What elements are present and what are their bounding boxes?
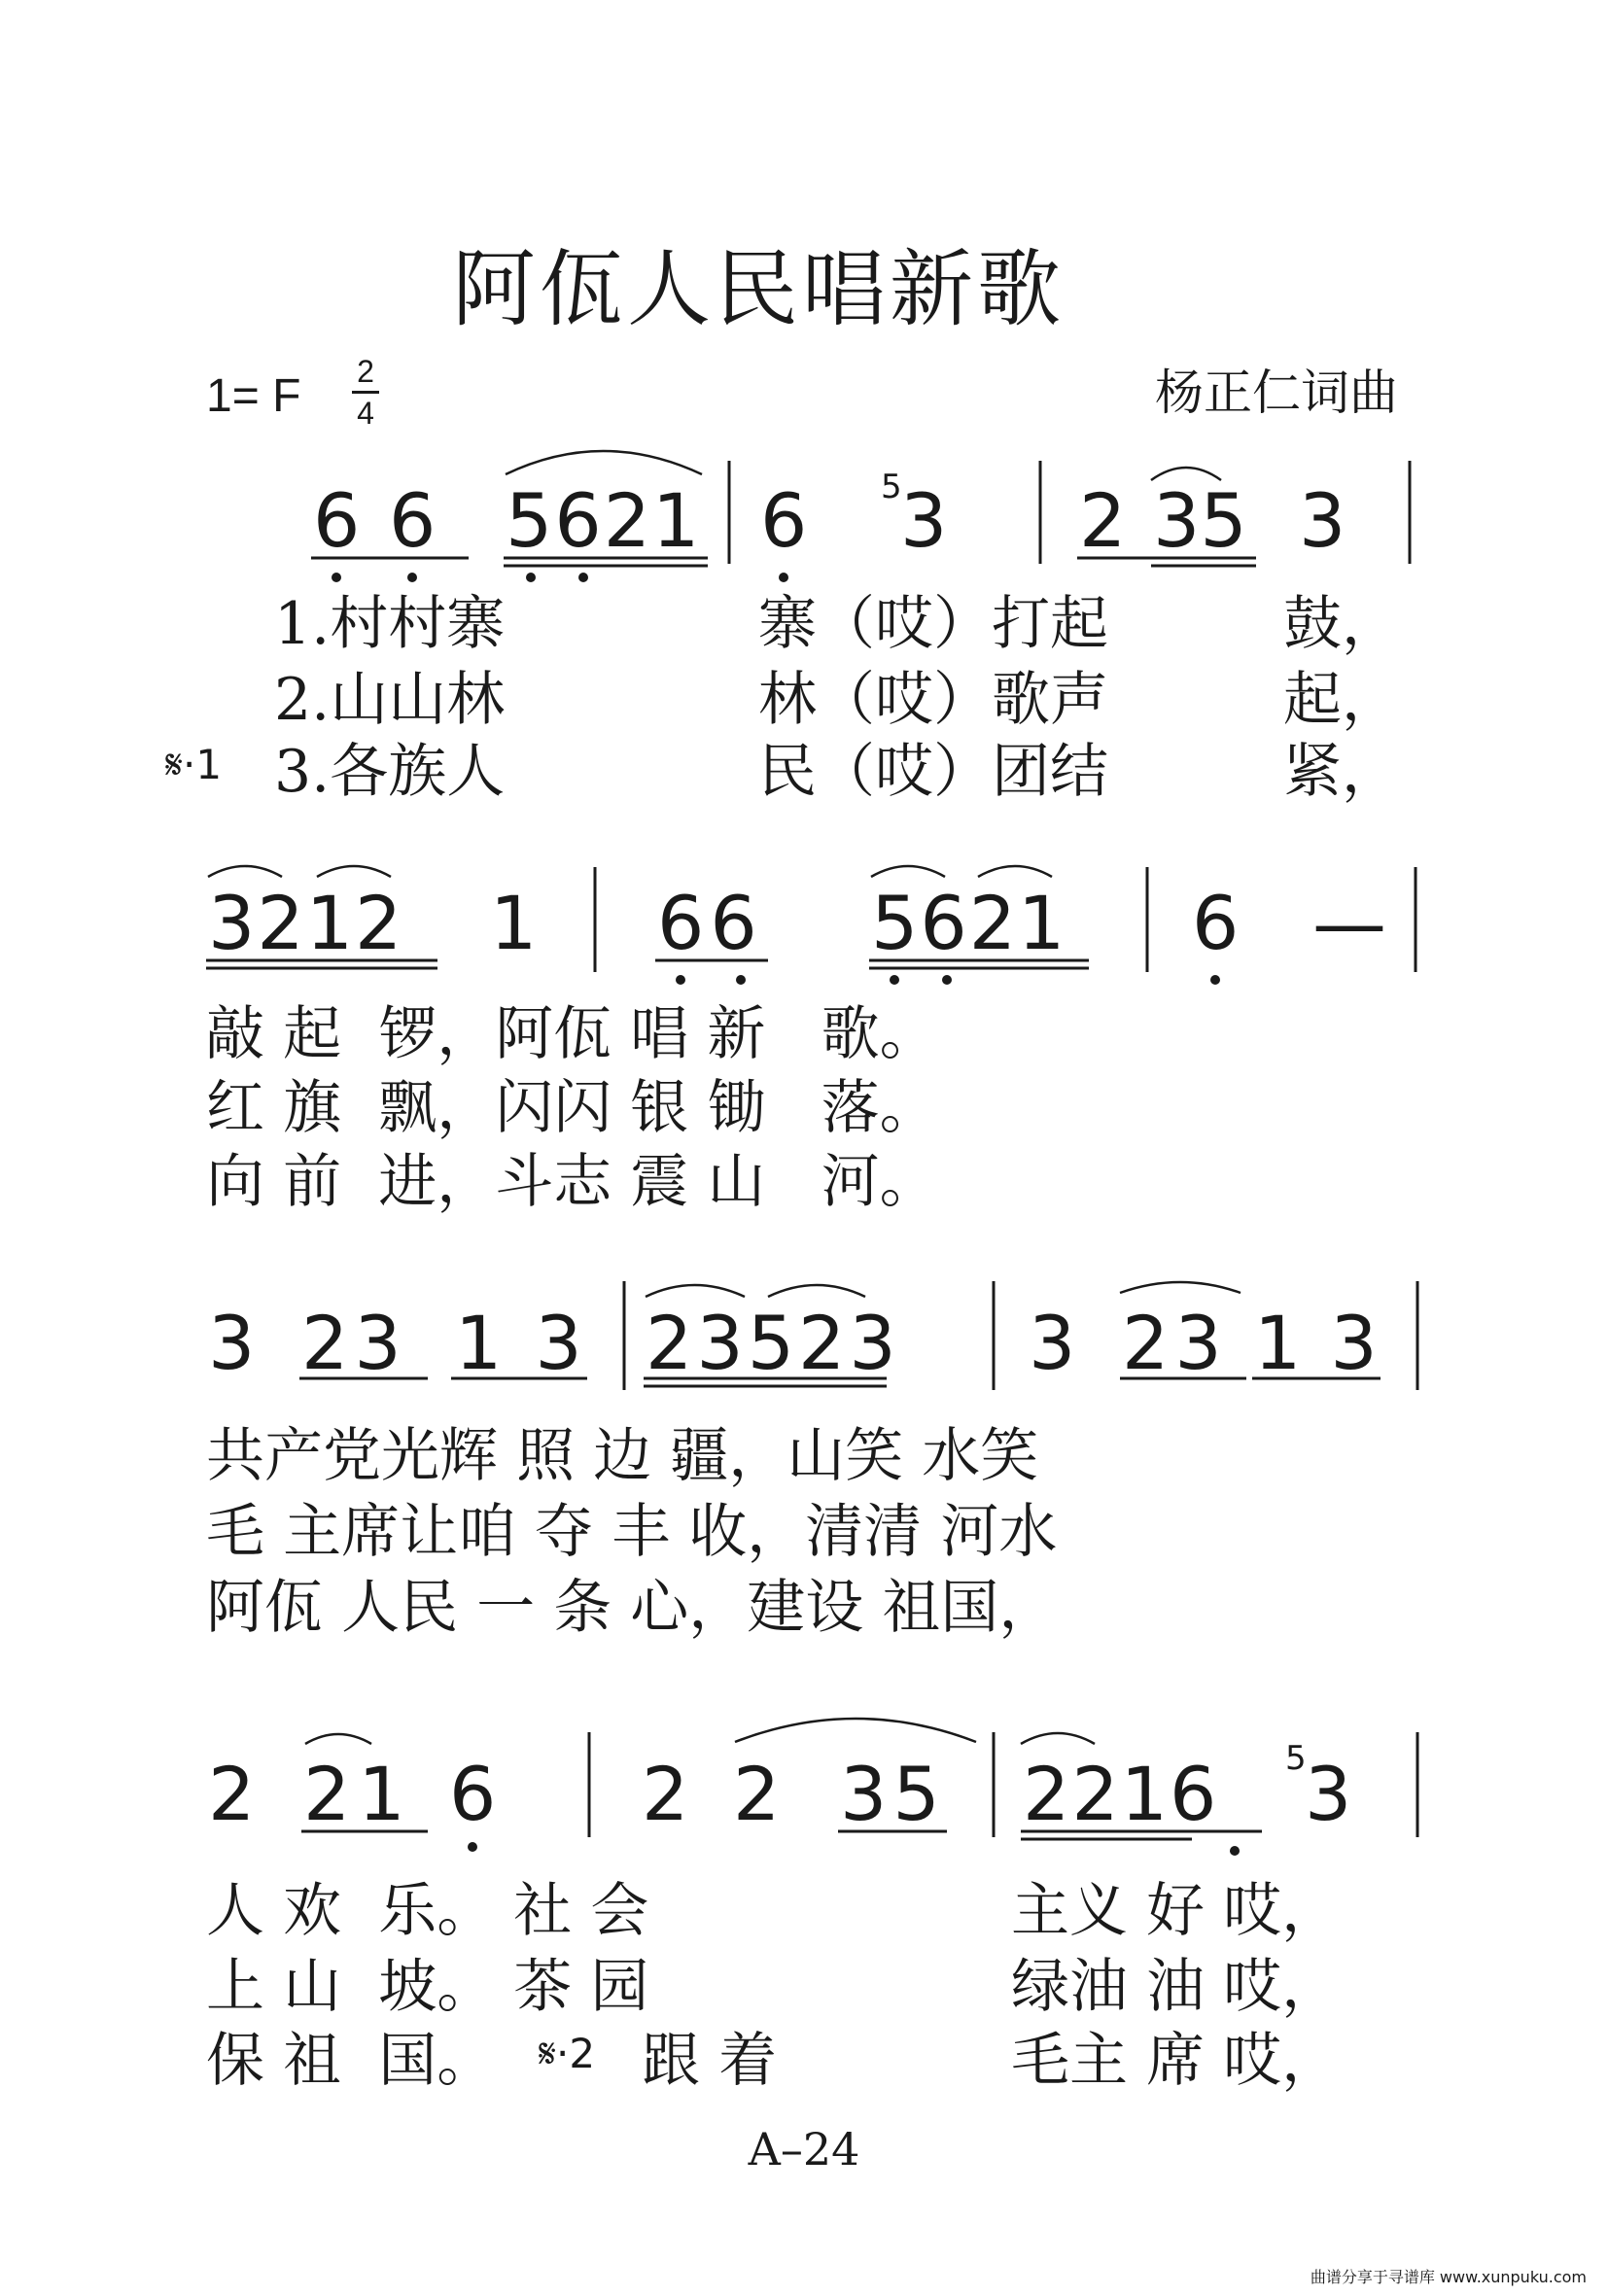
note: 23523 bbox=[646, 1300, 900, 1386]
slurs bbox=[208, 451, 1241, 1744]
segno-mark: 𝄋·2 bbox=[539, 2030, 596, 2077]
lyric: 毛主 席 哎， bbox=[1011, 2027, 1341, 2095]
lyric: 共产党光辉 照 边 疆，山笑 水笑 bbox=[206, 1422, 1039, 1490]
footer-credit: 曲谱分享于寻谱库 www.xunpuku.com bbox=[1310, 2268, 1587, 2286]
page-number: A–24 bbox=[748, 2123, 860, 2175]
lyric: 民（哎）团结 bbox=[758, 738, 1108, 806]
note: 3 bbox=[1299, 477, 1346, 564]
barlines-row-4 bbox=[589, 1732, 1417, 1837]
note: 21 bbox=[303, 1751, 413, 1837]
note: 6 bbox=[760, 477, 808, 564]
note: 66 bbox=[657, 880, 763, 966]
note: 2216 bbox=[1023, 1751, 1219, 1837]
note: 3 bbox=[1029, 1300, 1076, 1386]
barlines-row-1 bbox=[729, 461, 1410, 564]
note: 35 bbox=[1153, 477, 1247, 564]
note: 2 bbox=[642, 1751, 689, 1837]
lyric: 向 前 进，斗志 震 山 河。 bbox=[206, 1148, 938, 1216]
lyric: 阿佤 人民 一 条 心，建设 祖国， bbox=[206, 1574, 1058, 1642]
octave-dots bbox=[332, 573, 1240, 1856]
note: 5621 bbox=[871, 880, 1067, 966]
lyric: 2.山山林 bbox=[274, 666, 506, 734]
segno-mark: 𝄋·1 bbox=[165, 741, 223, 788]
note: 2 bbox=[1079, 477, 1127, 564]
author-credit: 杨正仁词曲 bbox=[1155, 365, 1398, 421]
lyric: 3.各族人 bbox=[274, 738, 506, 806]
lyric: 人 欢 乐。 社 会 bbox=[206, 1877, 649, 1945]
note: 3212 bbox=[208, 880, 404, 966]
underlines-row-3 bbox=[299, 1378, 1381, 1386]
time-sig-bottom: 4 bbox=[357, 396, 374, 431]
note: 6 bbox=[389, 477, 437, 564]
barlines-row-3 bbox=[624, 1281, 1417, 1390]
underlines-row-2 bbox=[206, 960, 1089, 968]
lyric: 紧， bbox=[1283, 738, 1400, 806]
note: 2 bbox=[733, 1751, 781, 1837]
note: 13 bbox=[455, 1300, 615, 1386]
underlines-row-1 bbox=[311, 558, 1256, 566]
note: 3 bbox=[208, 1300, 256, 1386]
time-sig-top: 2 bbox=[357, 354, 374, 389]
lyric: 上 山 坡。 茶 园 bbox=[206, 1953, 649, 2021]
key-signature: 1= F bbox=[206, 370, 301, 422]
lyric: 1.村村寨 bbox=[274, 590, 506, 658]
lyric: 跟 着 bbox=[642, 2027, 778, 2095]
lyric: 绿油 油 哎， bbox=[1011, 1953, 1341, 2021]
note: 13 bbox=[1254, 1300, 1407, 1386]
note: 1 bbox=[490, 880, 538, 966]
note: 35 bbox=[840, 1751, 946, 1837]
lyric: 毛 主席让咱 夺 丰 收，清清 河水 bbox=[206, 1498, 1058, 1566]
dash: — bbox=[1312, 880, 1386, 966]
lyric: 主义 好 哎， bbox=[1011, 1877, 1341, 1945]
lyric: 敲 起 锣，阿佤 唱 新 歌。 bbox=[206, 1000, 938, 1068]
note: 6 bbox=[313, 477, 361, 564]
note: 5621 bbox=[506, 477, 702, 564]
note: 6 bbox=[1192, 880, 1240, 966]
lyric: 保 祖 国。 bbox=[206, 2027, 496, 2095]
grace-note: 5 bbox=[881, 468, 902, 506]
lyric: 寨（哎）打起 bbox=[758, 590, 1108, 658]
note: 23 bbox=[1122, 1300, 1228, 1386]
note: 2 bbox=[208, 1751, 256, 1837]
lyric: 林（哎）歌声 bbox=[758, 666, 1108, 734]
lyric: 鼓， bbox=[1283, 590, 1400, 658]
song-title: 阿佤人民唱新歌 bbox=[452, 241, 1065, 338]
note: 3 bbox=[1305, 1751, 1352, 1837]
underlines-row-4 bbox=[301, 1831, 1262, 1839]
lyric: 红 旗 飘，闪闪 银 锄 落。 bbox=[206, 1074, 938, 1142]
grace-note: 5 bbox=[1285, 1739, 1307, 1778]
note: 23 bbox=[301, 1300, 407, 1386]
lyric: 起， bbox=[1283, 666, 1400, 734]
note: 3 bbox=[900, 477, 948, 564]
barlines-row-2 bbox=[595, 867, 1416, 972]
note: 6 bbox=[449, 1751, 497, 1837]
